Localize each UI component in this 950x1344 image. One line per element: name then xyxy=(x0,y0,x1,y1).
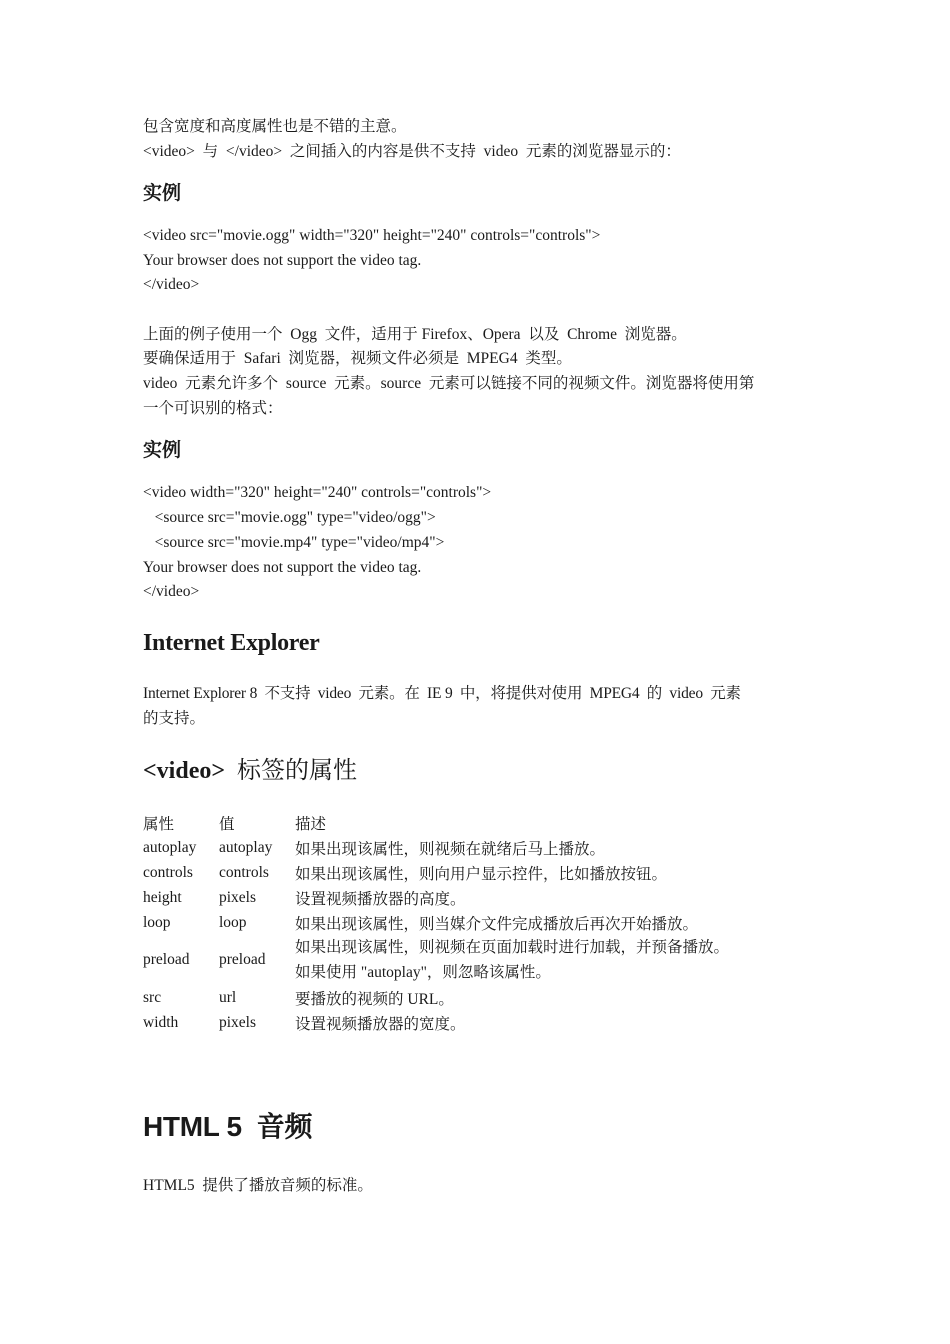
attributes-heading-text: 标签的属性 xyxy=(225,758,358,784)
attr-name-cell: height xyxy=(143,888,182,906)
table-row xyxy=(143,835,815,860)
table-row xyxy=(143,860,815,885)
attr-name-cell: preload xyxy=(143,951,190,968)
table-row xyxy=(143,935,815,985)
attr-desc-cell: 设置视频播放器的宽度。 xyxy=(295,1015,466,1033)
example-2-code-line: Your browser does not support the video tag. xyxy=(143,559,422,576)
attr-value-cell: url xyxy=(219,988,237,1006)
para-2-line-1: 上面的例子使用一个 Ogg 文件，适用于 Firefox、Opera 以及 Chrome 浏览器。 xyxy=(143,326,687,343)
example-2-code-line: <video width="320" height="240" controls="controls"> xyxy=(143,484,492,501)
intro-line-1: 包含宽度和高度属性也是不错的主意。 xyxy=(143,118,407,135)
example-2-code-line: <source src="movie.mp4" type="video/mp4"> xyxy=(143,534,445,551)
ie-line-1: Internet Explorer 8 不支持 video 元素。在 IE 9 中，将提供对使用 MPEG4 的 video 元素 xyxy=(143,685,741,702)
attr-value-cell: autoplay xyxy=(219,838,273,856)
attr-desc-cell: 如果出现该属性，则向用户显示控件，比如播放按钮。 xyxy=(295,865,668,883)
attr-desc-line: 如果使用 "autoplay"，则忽略该属性。 xyxy=(295,964,551,981)
example-1-code-line: <video src="movie.ogg" width="320" height="240" controls="controls"> xyxy=(143,227,601,244)
attr-desc-cell: 如果出现该属性，则当媒介文件完成播放后再次开始播放。 xyxy=(295,915,699,933)
attr-desc-cell: 如果出现该属性，则视频在就绪后马上播放。 xyxy=(295,840,606,858)
html5-audio-heading: HTML 5 音频 xyxy=(143,1111,313,1142)
table-row xyxy=(143,910,815,935)
intro-line-2: <video> 与 </video> 之间插入的内容是供不支持 video 元素的浏览器显示的： xyxy=(143,143,681,160)
attr-value-cell: pixels xyxy=(219,888,257,906)
attr-value-cell: controls xyxy=(219,863,269,881)
attributes-table xyxy=(143,810,815,1035)
attr-name-cell: src xyxy=(143,988,162,1006)
header-desc: 描述 xyxy=(295,815,327,833)
table-header-row xyxy=(143,810,815,835)
attr-name-cell: width xyxy=(143,1013,179,1031)
attr-name-cell: controls xyxy=(143,863,193,881)
example-2-code-line: <source src="movie.ogg" type="video/ogg"> xyxy=(143,509,436,526)
para-2-line-2: 要确保适用于 Safari 浏览器，视频文件必须是 MPEG4 类型。 xyxy=(143,350,572,367)
attr-desc-cell: 要播放的视频的 URL。 xyxy=(295,990,454,1008)
attr-value-cell: loop xyxy=(219,913,247,931)
attributes-heading-tag: <video> xyxy=(143,758,226,784)
table-row xyxy=(143,1010,815,1035)
ie-heading: Internet Explorer xyxy=(143,630,320,656)
attr-desc-cell: 设置视频播放器的高度。 xyxy=(295,890,466,908)
para-2-line-4: 一个可识别的格式： xyxy=(143,400,283,417)
table-row xyxy=(143,985,815,1010)
attributes-heading xyxy=(143,756,357,786)
example-1-code-line: Your browser does not support the video tag. xyxy=(143,252,422,269)
header-value: 值 xyxy=(219,815,235,833)
ie-line-2: 的支持。 xyxy=(143,710,206,727)
example-2-heading: 实例 xyxy=(143,440,182,461)
attr-name-cell: autoplay xyxy=(143,838,197,856)
attr-name-cell: loop xyxy=(143,913,171,931)
attr-value-cell: pixels xyxy=(219,1013,257,1031)
example-1-heading: 实例 xyxy=(143,183,182,204)
example-2-code-line: </video> xyxy=(143,583,200,600)
html5-audio-line-1: HTML5 提供了播放音频的标准。 xyxy=(143,1177,373,1194)
table-row xyxy=(143,885,815,910)
example-1-code-line: </video> xyxy=(143,276,200,293)
header-attr: 属性 xyxy=(143,815,175,833)
attr-desc-line: 如果出现该属性，则视频在页面加载时进行加载，并预备播放。 xyxy=(295,939,730,956)
para-2-line-3: video 元素允许多个 source 元素。source 元素可以链接不同的视频文件。浏览器将使用第 xyxy=(143,375,755,392)
attr-value-cell: preload xyxy=(219,951,266,968)
attr-desc-cell xyxy=(295,935,815,985)
